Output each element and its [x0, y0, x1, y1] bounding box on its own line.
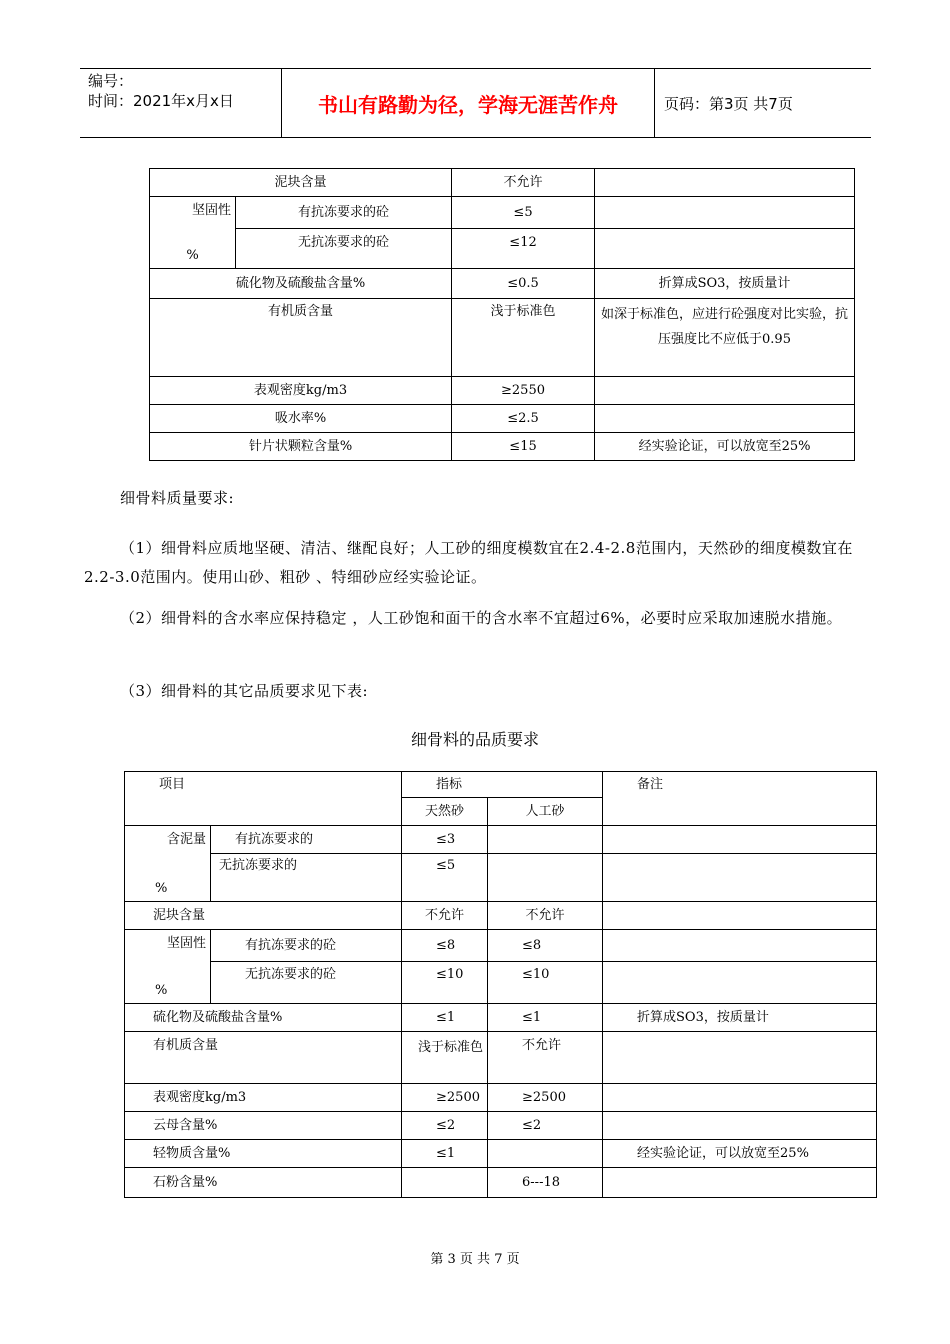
artificial-value: 不允许 [488, 1032, 603, 1084]
table-row [125, 826, 877, 854]
remark-value [603, 962, 877, 1004]
remark-value [603, 1168, 877, 1198]
mud-sub-label: 无抗冻要求的 [211, 854, 402, 902]
artificial-value: ≥2500 [488, 1084, 603, 1112]
firmness-sub-label: 无抗冻要求的砼 [211, 962, 402, 1004]
item-value: ≤12 [452, 229, 595, 269]
paragraph-2: （2）细骨料的含水率应保持稳定 ，人工砂饱和面干的含水率不宜超过6%，必要时应采取加速脱水措施。 [120, 609, 843, 627]
header-meta [88, 71, 280, 111]
header-artificial-sand: 人工砂 [488, 798, 603, 826]
natural-value: ≤2 [402, 1112, 488, 1140]
table-row [125, 930, 877, 962]
page-footer: 第 3 页 共 7 页 [430, 1252, 520, 1267]
mica-label: 云母含量% [125, 1112, 402, 1140]
mud-group [125, 826, 211, 902]
header-remark: 备注 [603, 772, 877, 826]
table-row [125, 1168, 877, 1198]
item-value: ≤0.5 [452, 269, 595, 299]
firmness-unit: % [186, 248, 199, 263]
table-row [125, 1112, 877, 1140]
item-sub-label: 有抗冻要求的砼 [236, 197, 452, 229]
header-page-info: 页码：第3页 共7页 [664, 94, 793, 113]
remark-value [603, 930, 877, 962]
document-date: 时间：2021年x月x日 [88, 92, 234, 110]
organic-label: 有机质含量 [125, 1032, 402, 1084]
artificial-value: ≤10 [488, 962, 603, 1004]
natural-value: 浅于标准色 [402, 1032, 488, 1084]
artificial-value [488, 826, 603, 854]
artificial-value: ≤1 [488, 1004, 603, 1032]
artificial-value: ≤2 [488, 1112, 603, 1140]
artificial-value [488, 1140, 603, 1168]
firmness-label: 坚固性 [166, 936, 206, 951]
natural-value [402, 1168, 488, 1198]
natural-value: ≤1 [402, 1140, 488, 1168]
item-note [595, 229, 855, 269]
item-note [595, 377, 855, 405]
item-value: ≤2.5 [452, 405, 595, 433]
table-caption: 细骨料的品质要求 [410, 730, 539, 749]
natural-value: ≤10 [402, 962, 488, 1004]
firmness-group [150, 197, 236, 269]
artificial-value: ≤8 [488, 930, 603, 962]
remark-value [603, 1032, 877, 1084]
page-header [80, 68, 871, 138]
paragraph-1: （1）细骨料应质地坚硬、清洁、继配良好；人工砂的细度模数宜在2.4-2.8范围内，天然砂的细度模数宜在2.2-3.0范围内。使用山砂、粗砂 、特细砂应经实验论证。 [84, 539, 853, 586]
remark-value [603, 902, 877, 930]
header-motto: 书山有路勤为径，学海无涯苦作舟 [281, 69, 655, 137]
table-row [125, 854, 877, 902]
item-sub-label: 无抗冻要求的砼 [236, 229, 452, 269]
item-note: 经实验论证，可以放宽至25% [595, 433, 855, 461]
natural-value: ≤8 [402, 930, 488, 962]
natural-value: ≥2500 [402, 1084, 488, 1112]
remark-value: 折算成SO3，按质量计 [603, 1004, 877, 1032]
artificial-value: 6---18 [488, 1168, 603, 1198]
item-label: 有机质含量 [150, 299, 452, 377]
table-row [150, 269, 855, 299]
item-value: 不允许 [452, 169, 595, 197]
remark-value [603, 826, 877, 854]
remark-value [603, 1112, 877, 1140]
item-note [595, 405, 855, 433]
natural-value: ≤1 [402, 1004, 488, 1032]
item-note: 折算成SO3，按质量计 [595, 269, 855, 299]
table-row [150, 299, 855, 377]
table-row [125, 902, 877, 930]
density-label: 表观密度kg/m3 [125, 1084, 402, 1112]
item-label: 泥块含量 [150, 169, 452, 197]
firmness-sub-label: 有抗冻要求的砼 [211, 930, 402, 962]
item-note [595, 169, 855, 197]
item-value: ≤5 [452, 197, 595, 229]
table-row [150, 433, 855, 461]
item-label: 针片状颗粒含量% [150, 433, 452, 461]
remark-value: 经实验论证，可以放宽至25% [603, 1140, 877, 1168]
table-row [150, 405, 855, 433]
table-row [150, 169, 855, 197]
header-index: 指标 [402, 772, 603, 798]
clay-label: 泥块含量 [125, 902, 402, 930]
remark-value [603, 1084, 877, 1112]
remark-value [603, 854, 877, 902]
paragraph-3: （3）细骨料的其它品质要求见下表: [120, 682, 369, 700]
section-heading: 细骨料质量要求: [120, 489, 235, 507]
firmness-label: 坚固性 [191, 203, 231, 218]
table-row [150, 377, 855, 405]
item-note [595, 197, 855, 229]
table-row [125, 962, 877, 1004]
natural-value: ≤5 [402, 854, 488, 902]
item-value: 浅于标准色 [452, 299, 595, 377]
item-label: 吸水率% [150, 405, 452, 433]
item-label: 表观密度kg/m3 [150, 377, 452, 405]
header-natural-sand: 天然砂 [402, 798, 488, 826]
table-row [125, 1084, 877, 1112]
artificial-value: 不允许 [488, 902, 603, 930]
table-row [150, 197, 855, 229]
item-value: ≤15 [452, 433, 595, 461]
firmness-group [125, 930, 211, 1004]
light-matter-label: 轻物质含量% [125, 1140, 402, 1168]
artificial-value [488, 854, 603, 902]
table-row [125, 1140, 877, 1168]
mud-label: 含泥量 [166, 832, 206, 847]
firmness-unit: % [155, 983, 168, 998]
mud-unit: % [155, 881, 168, 896]
table-row [125, 1032, 877, 1084]
item-note: 如深于标准色，应进行砼强度对比实验，抗压强度比不应低于0.95 [595, 299, 855, 377]
table-row [150, 229, 855, 269]
stone-powder-label: 石粉含量% [125, 1168, 402, 1198]
mud-sub-label: 有抗冻要求的 [211, 826, 402, 854]
document-number-label: 编号： [88, 72, 134, 90]
natural-value: 不允许 [402, 902, 488, 930]
coarse-aggregate-table [149, 168, 855, 461]
item-value: ≥2550 [452, 377, 595, 405]
sulfide-label: 硫化物及硫酸盐含量% [125, 1004, 402, 1032]
header-item: 项目 [125, 772, 402, 826]
table-header-row [125, 772, 877, 798]
fine-aggregate-table [124, 771, 877, 1198]
table-row [125, 1004, 877, 1032]
item-label: 硫化物及硫酸盐含量% [150, 269, 452, 299]
natural-value: ≤3 [402, 826, 488, 854]
